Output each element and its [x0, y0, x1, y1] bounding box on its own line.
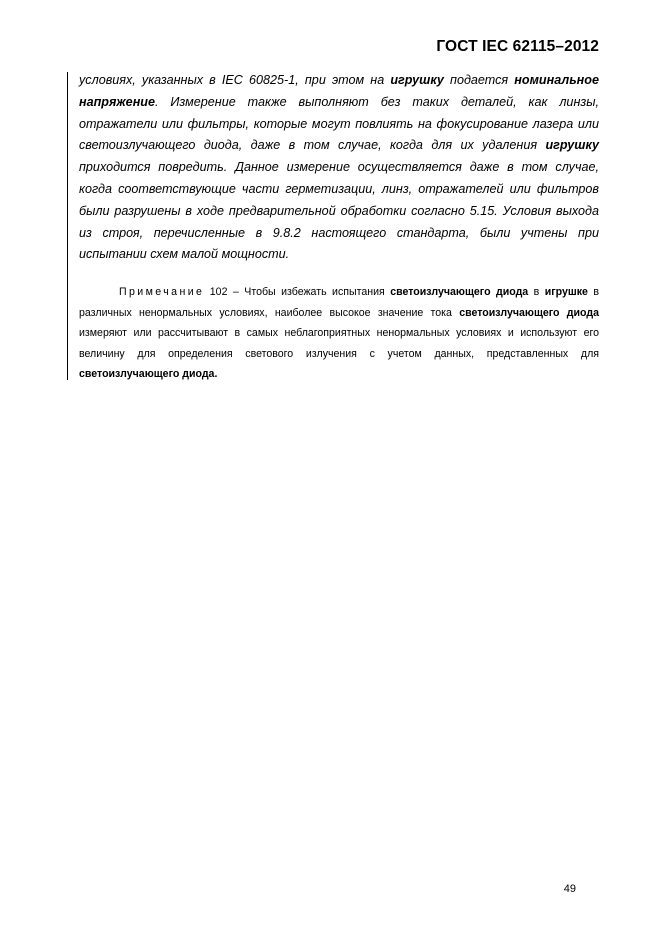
note-text: в различных ненормальных условиях, наиболее высокое значение тока [79, 286, 599, 319]
term-led: светоизлучающего диода [390, 286, 529, 298]
term-toy: игрушку [390, 73, 444, 87]
term-toy: игрушке [544, 286, 588, 298]
note-paragraph [79, 282, 599, 385]
note-text: измеряют или рассчитывают в самых неблагоприятных ненормальных условиях и используют его величину для определения светового излучения с учетом данных, представленных для [79, 327, 599, 360]
term-led: светоизлучающего диода [459, 306, 599, 319]
term-rated-voltage: номинальное напряжение [79, 73, 599, 109]
body-text: подается [443, 73, 515, 87]
term-toy: игрушку [545, 138, 599, 153]
note-text: в [528, 286, 545, 298]
note-label: Примечание [119, 286, 205, 298]
body-text: . Измерение также выполняют без таких деталей, как линзы, отражатели или фильтры, которые могут повлиять на фокусирование лазера или светоизлучающего диода, даже в том случае, когда для их удаления [79, 94, 599, 153]
body-text: приходится повредить. Данное измерение осуществляется даже в том случае, когда соответствующие части герметизации, линз, отражателей или фильтров были разрушены в ходе предварительной обработки согласно 5.15. Условия выхода из строя, перечисленные в 9.8.2 настоящего стандарта, были учтены при испытании схем малой мощности. [79, 160, 599, 262]
change-bar [67, 72, 68, 380]
body-text: условиях, указанных в IEC 60825-1, при этом на [79, 73, 391, 87]
body-paragraph [79, 70, 599, 266]
term-led: светоизлучающего диода. [79, 368, 218, 381]
note-text: 102 – Чтобы избежать испытания [204, 286, 391, 298]
document-header: ГОСТ IEC 62115–2012 [436, 38, 599, 55]
page-number: 49 [563, 883, 576, 895]
